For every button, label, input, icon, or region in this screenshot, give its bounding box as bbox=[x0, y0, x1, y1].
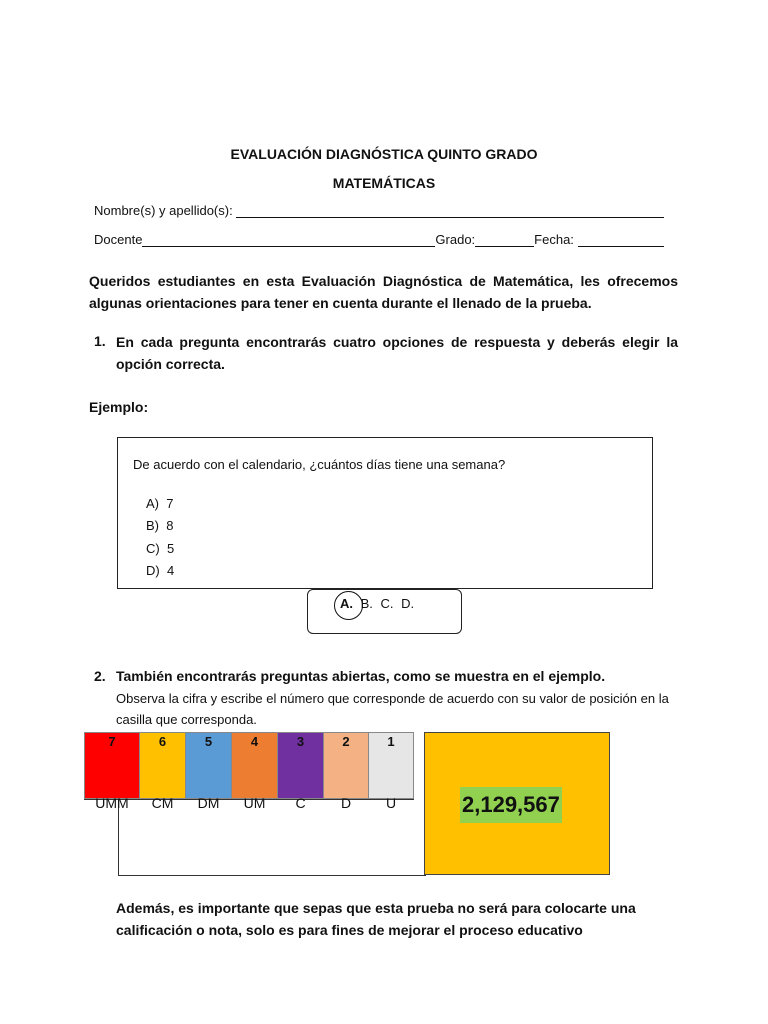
place-digit: 4 bbox=[250, 734, 259, 749]
item2-number: 2. bbox=[94, 668, 106, 684]
name-row bbox=[94, 203, 664, 218]
option-value: 5 bbox=[166, 541, 175, 556]
place-digit: 3 bbox=[296, 734, 305, 749]
option-letter: A) bbox=[146, 496, 159, 511]
teacher-label: Docente bbox=[94, 232, 143, 247]
answer-choice-c[interactable]: C. bbox=[380, 596, 394, 611]
option-value: 8 bbox=[166, 518, 174, 533]
date-field[interactable] bbox=[578, 232, 664, 247]
option-value: 7 bbox=[166, 496, 174, 511]
teacher-row bbox=[94, 232, 664, 247]
place-digit: 6 bbox=[158, 734, 167, 749]
answer-choice-d[interactable]: D. bbox=[401, 596, 415, 611]
place-digit: 2 bbox=[342, 734, 350, 749]
place-digit: 1 bbox=[387, 734, 395, 749]
place-label: C bbox=[295, 795, 306, 811]
closing-paragraph: Además, es importante que sepas que esta prueba no será para colocarte una calificación o nota, solo es para fines de mejorar el proceso educativo bbox=[116, 900, 636, 938]
option-letter: C) bbox=[146, 541, 160, 556]
place-label: D bbox=[340, 795, 352, 811]
name-field[interactable] bbox=[236, 203, 664, 218]
option-value: 4 bbox=[166, 563, 175, 578]
option-a[interactable] bbox=[146, 496, 173, 511]
option-d[interactable] bbox=[146, 563, 174, 578]
grade-field[interactable] bbox=[475, 232, 534, 247]
place-label: DM bbox=[197, 795, 220, 811]
answer-choice-b[interactable]: B. bbox=[360, 596, 373, 611]
answer-choice-a[interactable]: A. bbox=[340, 596, 353, 611]
page-title: EVALUACIÓN DIAGNÓSTICA QUINTO GRADO bbox=[230, 146, 538, 162]
place-label: U bbox=[385, 795, 397, 811]
place-digit: 5 bbox=[204, 734, 213, 749]
subject-title: MATEMÁTICAS bbox=[332, 175, 436, 191]
option-letter: B) bbox=[146, 518, 159, 533]
item1-text: En cada pregunta encontrarás cuatro opciones de respuesta y deberás elegir la opción correcta. bbox=[116, 334, 678, 372]
item2-instruction: Observa la cifra y escribe el número que corresponde de acuerdo con su valor de posición en la casilla que corresponda. bbox=[116, 691, 669, 727]
date-label: Fecha: bbox=[534, 232, 574, 247]
option-letter: D) bbox=[146, 563, 160, 578]
item2-text: También encontrarás preguntas abiertas, como se muestra en el ejemplo. bbox=[116, 668, 606, 684]
place-label: CM bbox=[151, 795, 174, 811]
example-question: De acuerdo con el calendario, ¿cuántos días tiene una semana? bbox=[133, 457, 506, 472]
place-digit: 7 bbox=[108, 734, 116, 749]
answer-choices[interactable] bbox=[340, 596, 414, 611]
name-label: Nombre(s) y apellido(s): bbox=[94, 203, 233, 218]
teacher-field[interactable] bbox=[142, 232, 435, 247]
intro-paragraph: Queridos estudiantes en esta Evaluación Diagnóstica de Matemática, les ofrecemos algunas orientaciones para tener en cuenta durante el llenado de la prueba. bbox=[89, 273, 678, 311]
number-value: 2,129,567 bbox=[460, 787, 562, 823]
option-c[interactable] bbox=[146, 541, 174, 556]
example-label: Ejemplo: bbox=[89, 399, 149, 415]
option-b[interactable] bbox=[146, 518, 173, 533]
place-label: UMM bbox=[95, 795, 129, 811]
grade-label: Grado: bbox=[435, 232, 476, 247]
item1-number: 1. bbox=[94, 333, 106, 349]
place-label: UM bbox=[243, 795, 266, 811]
